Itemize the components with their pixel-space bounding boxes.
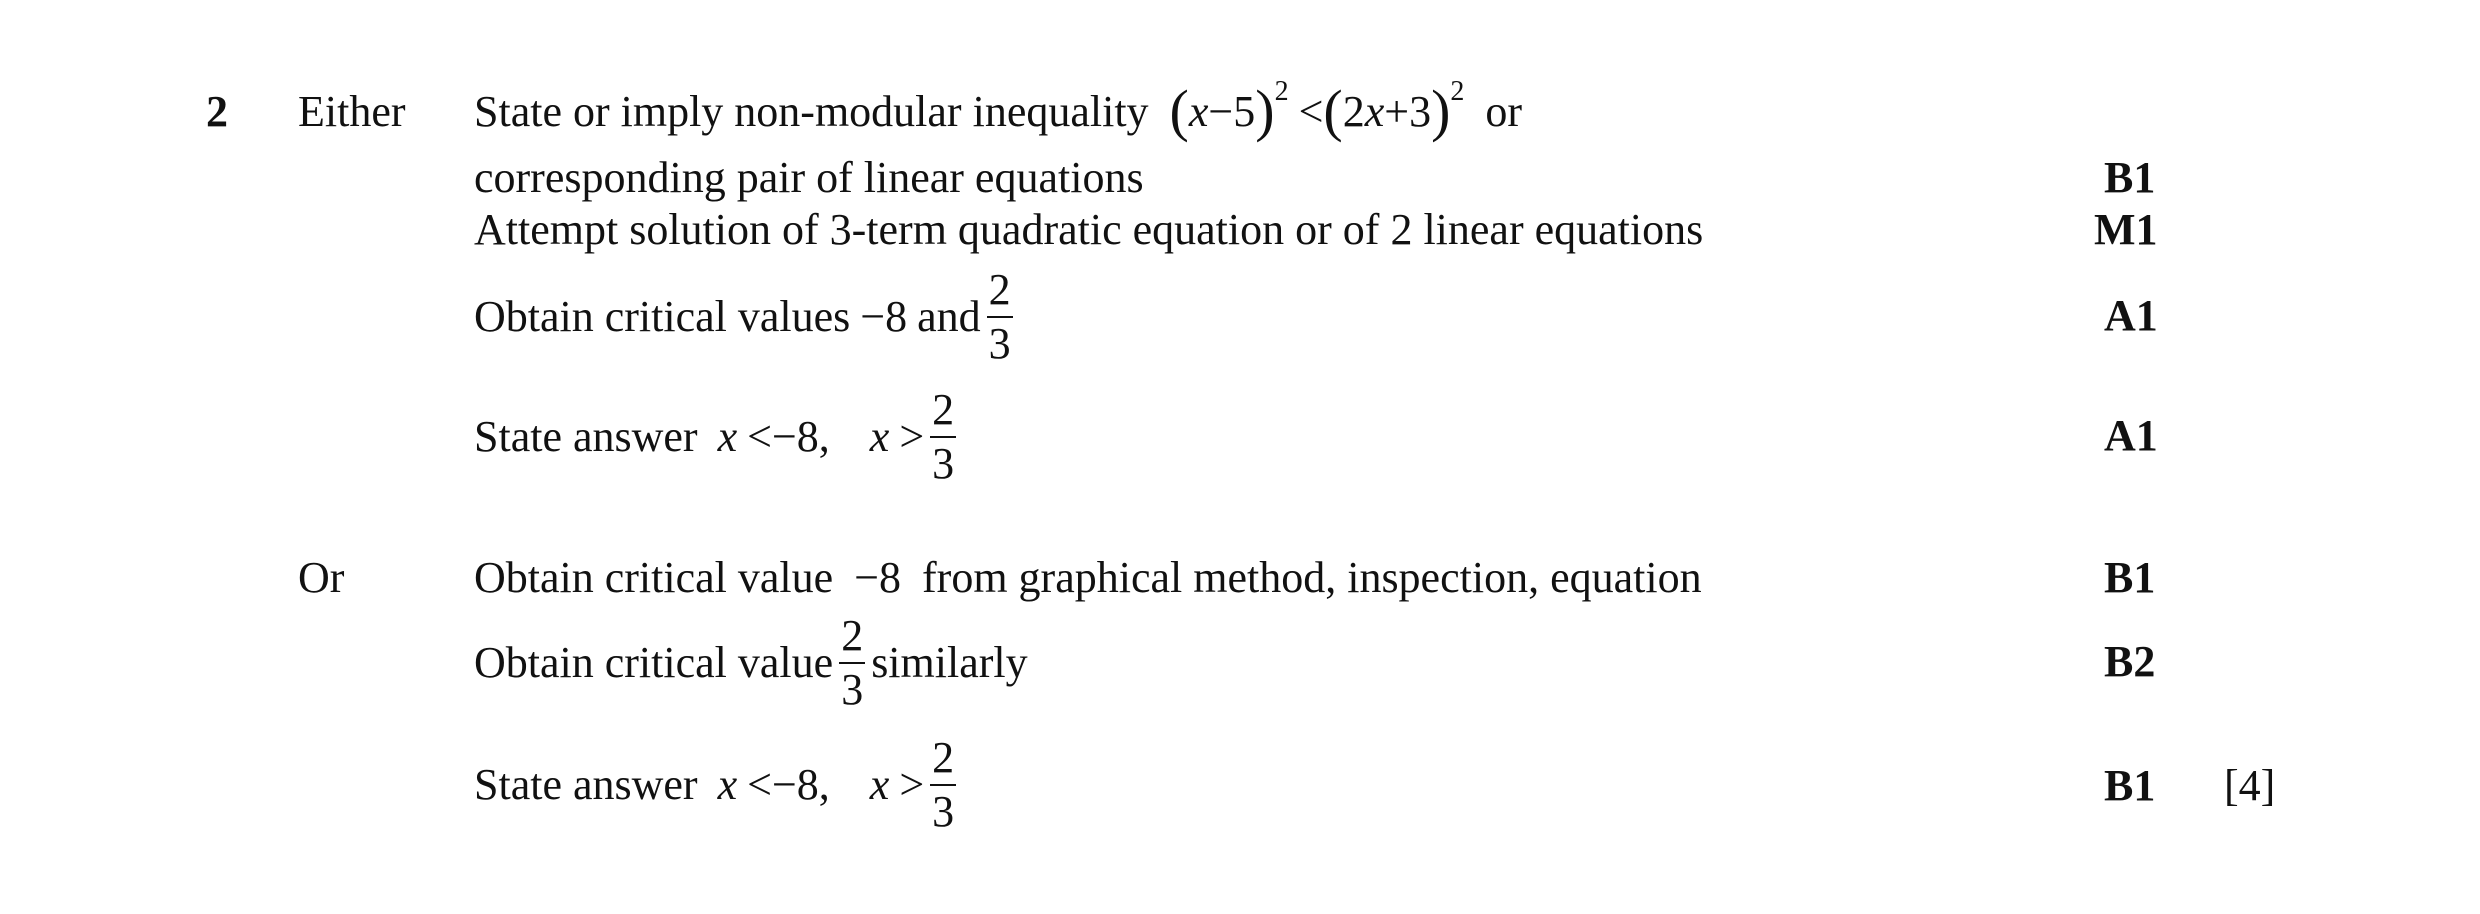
or-row3 bbox=[474, 730, 962, 840]
or-row2-suffix: similarly bbox=[871, 638, 1028, 687]
or-label: Or bbox=[298, 553, 345, 602]
either-row2-mark: B1 bbox=[2104, 153, 2156, 202]
fraction-two-thirds: $\frac{2}{3}$ bbox=[841, 611, 864, 714]
either-row1-suffix: or bbox=[1485, 87, 1523, 136]
less-than: < bbox=[747, 760, 772, 809]
greater-than: > bbox=[899, 412, 925, 461]
value-neg8: −8, bbox=[771, 760, 830, 809]
inequality-math: $(x-5)^2 <(2x+3)^2$ bbox=[1169, 76, 1465, 143]
var-x: x bbox=[869, 760, 890, 809]
question-number: 2 bbox=[206, 87, 228, 136]
fraction-two-thirds: $\frac{2}{3}$ bbox=[988, 265, 1011, 368]
either-row2-text: corresponding pair of linear equations bbox=[474, 153, 1144, 202]
either-row5-mark: A1 bbox=[2104, 411, 2158, 460]
either-row5 bbox=[474, 382, 962, 492]
greater-than: > bbox=[899, 760, 925, 809]
or-row2 bbox=[474, 608, 1028, 718]
either-row3-text: Attempt solution of 3-term quadratic equation or of 2 linear equations bbox=[474, 205, 1704, 254]
critical-value-neg8: −8 bbox=[860, 292, 908, 341]
or-row3-text: State answer bbox=[474, 760, 698, 809]
or-row2-text: Obtain critical value bbox=[474, 638, 834, 687]
either-label: Either bbox=[298, 87, 406, 136]
or-row1-mark: B1 bbox=[2104, 553, 2156, 602]
or-row1-text: Obtain critical value bbox=[474, 553, 834, 602]
or-row3-mark: B1 bbox=[2104, 761, 2156, 810]
either-row4 bbox=[474, 262, 1019, 372]
value-neg8: −8, bbox=[771, 412, 830, 461]
total-marks: [4] bbox=[2224, 761, 2276, 810]
either-row1-text: State or imply non-modular inequality bbox=[474, 87, 1149, 136]
either-row4-and: and bbox=[917, 292, 981, 341]
less-than: < bbox=[747, 412, 772, 461]
or-row1-suffix: from graphical method, inspection, equation bbox=[922, 553, 1702, 602]
either-row4-text: Obtain critical values bbox=[474, 292, 851, 341]
fraction-two-thirds: $\frac{2}{3}$ bbox=[932, 733, 955, 836]
either-row3-mark: M1 bbox=[2094, 205, 2158, 254]
fraction-two-thirds: $\frac{2}{3}$ bbox=[932, 385, 955, 488]
either-row5-text: State answer bbox=[474, 412, 698, 461]
or-row1 bbox=[474, 553, 1702, 602]
critical-value-neg8: −8 bbox=[854, 553, 902, 602]
var-x: x bbox=[717, 760, 738, 809]
var-x: x bbox=[869, 412, 890, 461]
var-x: x bbox=[717, 412, 738, 461]
either-row4-mark: A1 bbox=[2104, 291, 2158, 340]
or-row2-mark: B2 bbox=[2104, 637, 2156, 686]
either-row1 bbox=[474, 76, 1523, 143]
